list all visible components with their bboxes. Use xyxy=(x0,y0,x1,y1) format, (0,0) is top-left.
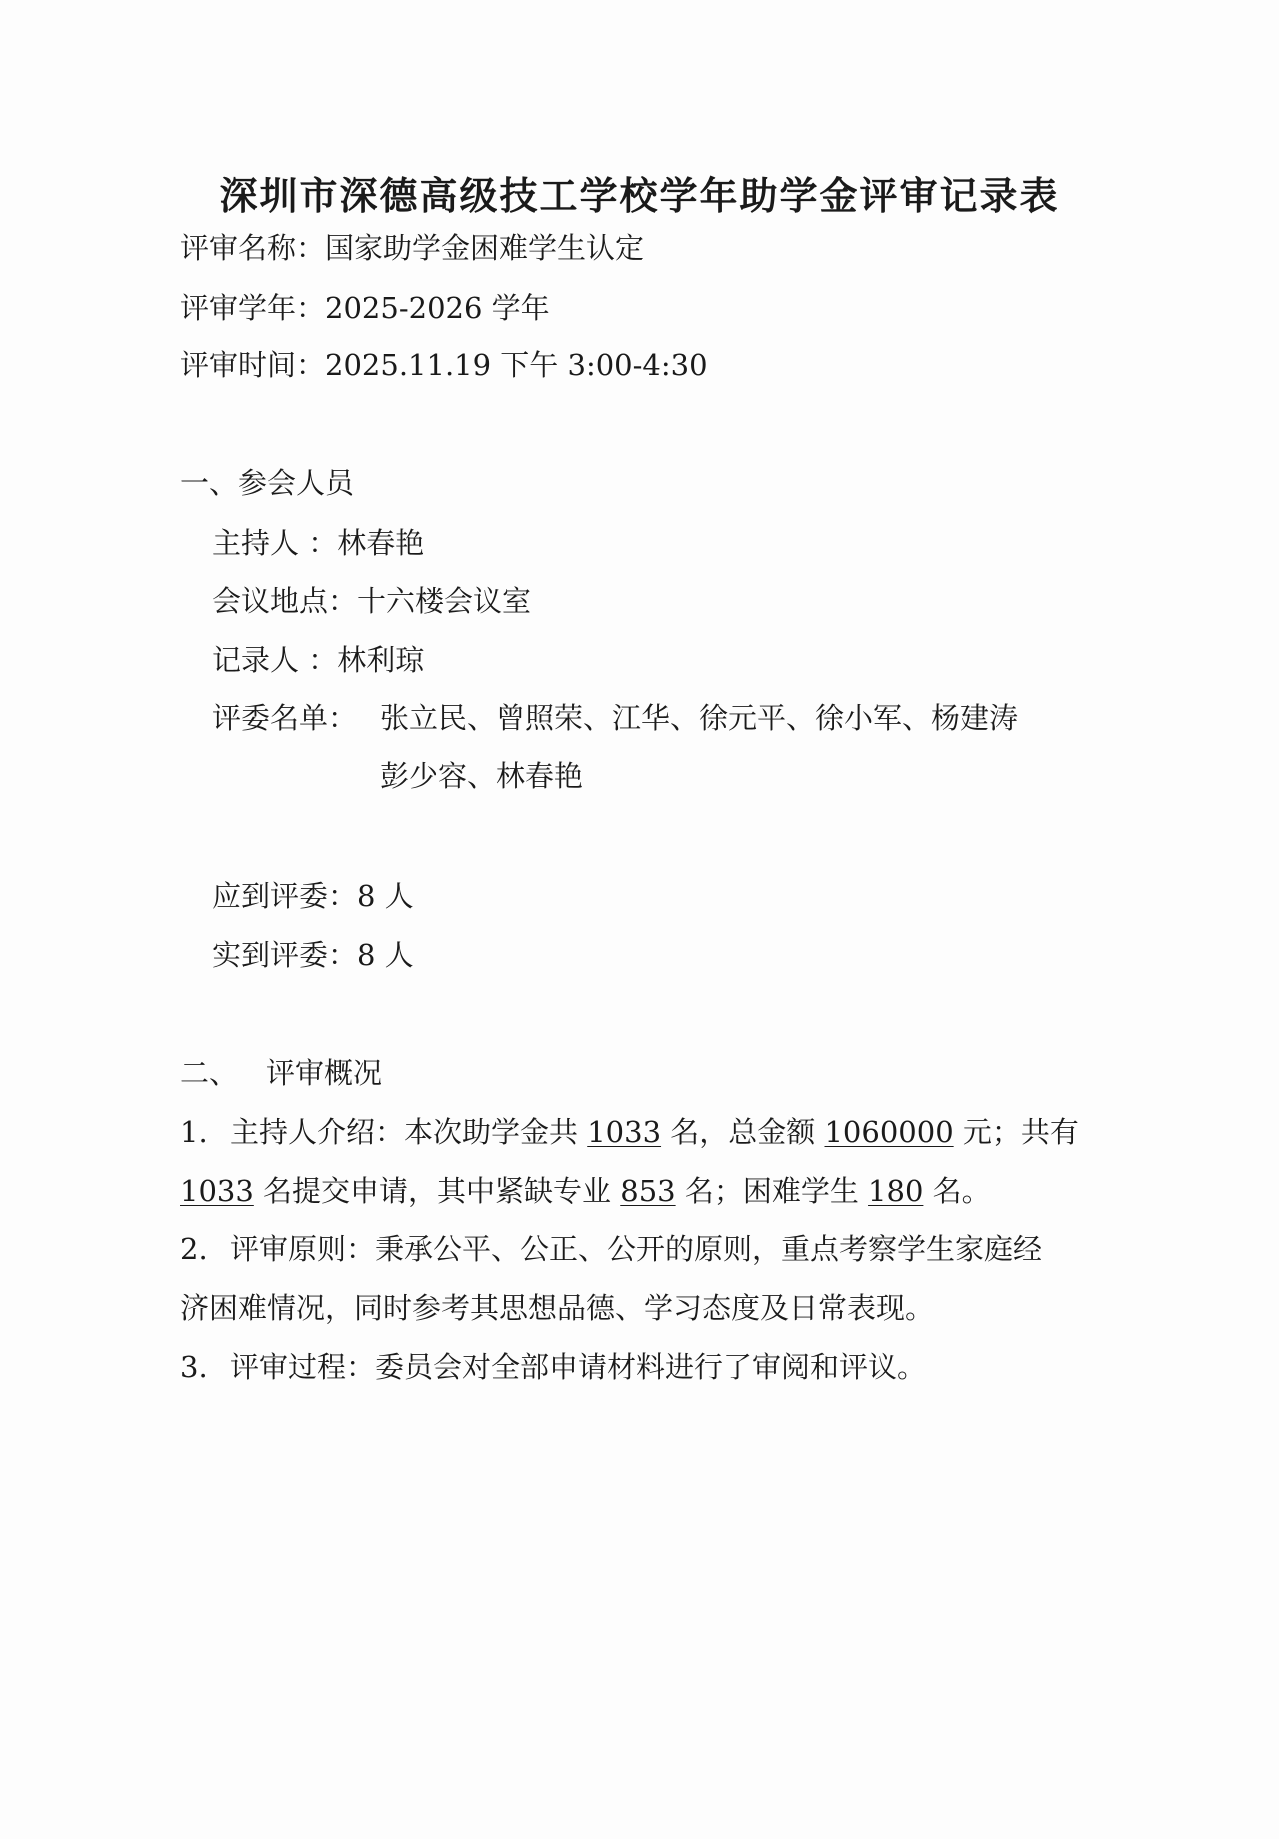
expected-row xyxy=(212,876,414,916)
section2-heading-text: 评审概况 xyxy=(266,1056,383,1090)
item3-number: 3. xyxy=(180,1350,208,1384)
location-value: 十六楼会议室 xyxy=(357,584,532,618)
committee-line-1: 张立民、曾照荣、江华、徐元平、徐小军、杨建涛 xyxy=(380,701,1019,735)
review-year-value: 2025-2026 学年 xyxy=(325,291,550,325)
expected-value: 8 人 xyxy=(357,879,414,913)
total-count-value: 1033 xyxy=(587,1115,662,1149)
item1-text-1: 主持人介绍：本次助学金共 xyxy=(230,1115,588,1149)
section2-heading xyxy=(180,1053,382,1093)
review-time-value: 2025.11.19 下午 3:00-4:30 xyxy=(325,348,708,382)
section2-heading-num: 二、 xyxy=(180,1056,239,1090)
committee-label: 评委名单： xyxy=(212,701,358,735)
expected-label: 应到评委： xyxy=(212,879,358,913)
host-label: 主持人 ： xyxy=(212,526,338,560)
actual-label: 实到评委： xyxy=(212,938,358,972)
recorder-value: 林利琼 xyxy=(337,643,425,677)
item1-line1 xyxy=(180,1112,1079,1152)
location-row xyxy=(212,581,531,621)
item1-text-3: 元；共有 xyxy=(953,1115,1079,1149)
review-year-label: 评审学年： xyxy=(180,291,326,325)
recorder-row xyxy=(212,640,424,680)
total-amount-value: 1060000 xyxy=(824,1115,954,1149)
hardship-value: 180 xyxy=(868,1174,924,1208)
item1-text-6: 名。 xyxy=(923,1174,991,1208)
committee-line-2: 彭少容、林春艳 xyxy=(380,759,584,793)
item2-text-1: 评审原则：秉承公平、公正、公开的原则，重点考察学生家庭经 xyxy=(230,1232,1043,1266)
item2-line2: 济困难情况，同时参考其思想品德、学习态度及日常表现。 xyxy=(180,1291,935,1325)
applicants-value: 1033 xyxy=(180,1174,254,1208)
recorder-label: 记录人 ： xyxy=(212,643,338,677)
item1-text-2: 名，总金额 xyxy=(661,1115,825,1149)
shortage-value: 853 xyxy=(620,1174,676,1208)
item3-line xyxy=(180,1347,926,1387)
actual-row xyxy=(212,935,414,975)
location-label: 会议地点： xyxy=(212,584,358,618)
item1-text-4: 名提交申请，其中紧缺专业 xyxy=(253,1174,621,1208)
item1-line2 xyxy=(180,1171,991,1211)
item3-text: 评审过程：委员会对全部申请材料进行了审阅和评议。 xyxy=(230,1350,927,1384)
review-name-label: 评审名称： xyxy=(180,231,326,265)
actual-value: 8 人 xyxy=(357,938,414,972)
item2-number: 2. xyxy=(180,1232,208,1266)
review-time-label: 评审时间： xyxy=(180,348,326,382)
host-row xyxy=(212,523,424,563)
item1-text-5: 名；困难学生 xyxy=(675,1174,869,1208)
review-name-value: 国家助学金困难学生认定 xyxy=(325,231,645,265)
review-name-row xyxy=(180,228,644,268)
review-year-row xyxy=(180,288,550,328)
document-title: 深圳市深德高级技工学校学年助学金评审记录表 xyxy=(219,174,1060,218)
item2-line1 xyxy=(180,1229,1042,1269)
section1-heading: 一、参会人员 xyxy=(180,466,355,500)
host-value: 林春艳 xyxy=(337,526,425,560)
review-time-row xyxy=(180,345,708,385)
item1-number: 1. xyxy=(180,1115,208,1149)
